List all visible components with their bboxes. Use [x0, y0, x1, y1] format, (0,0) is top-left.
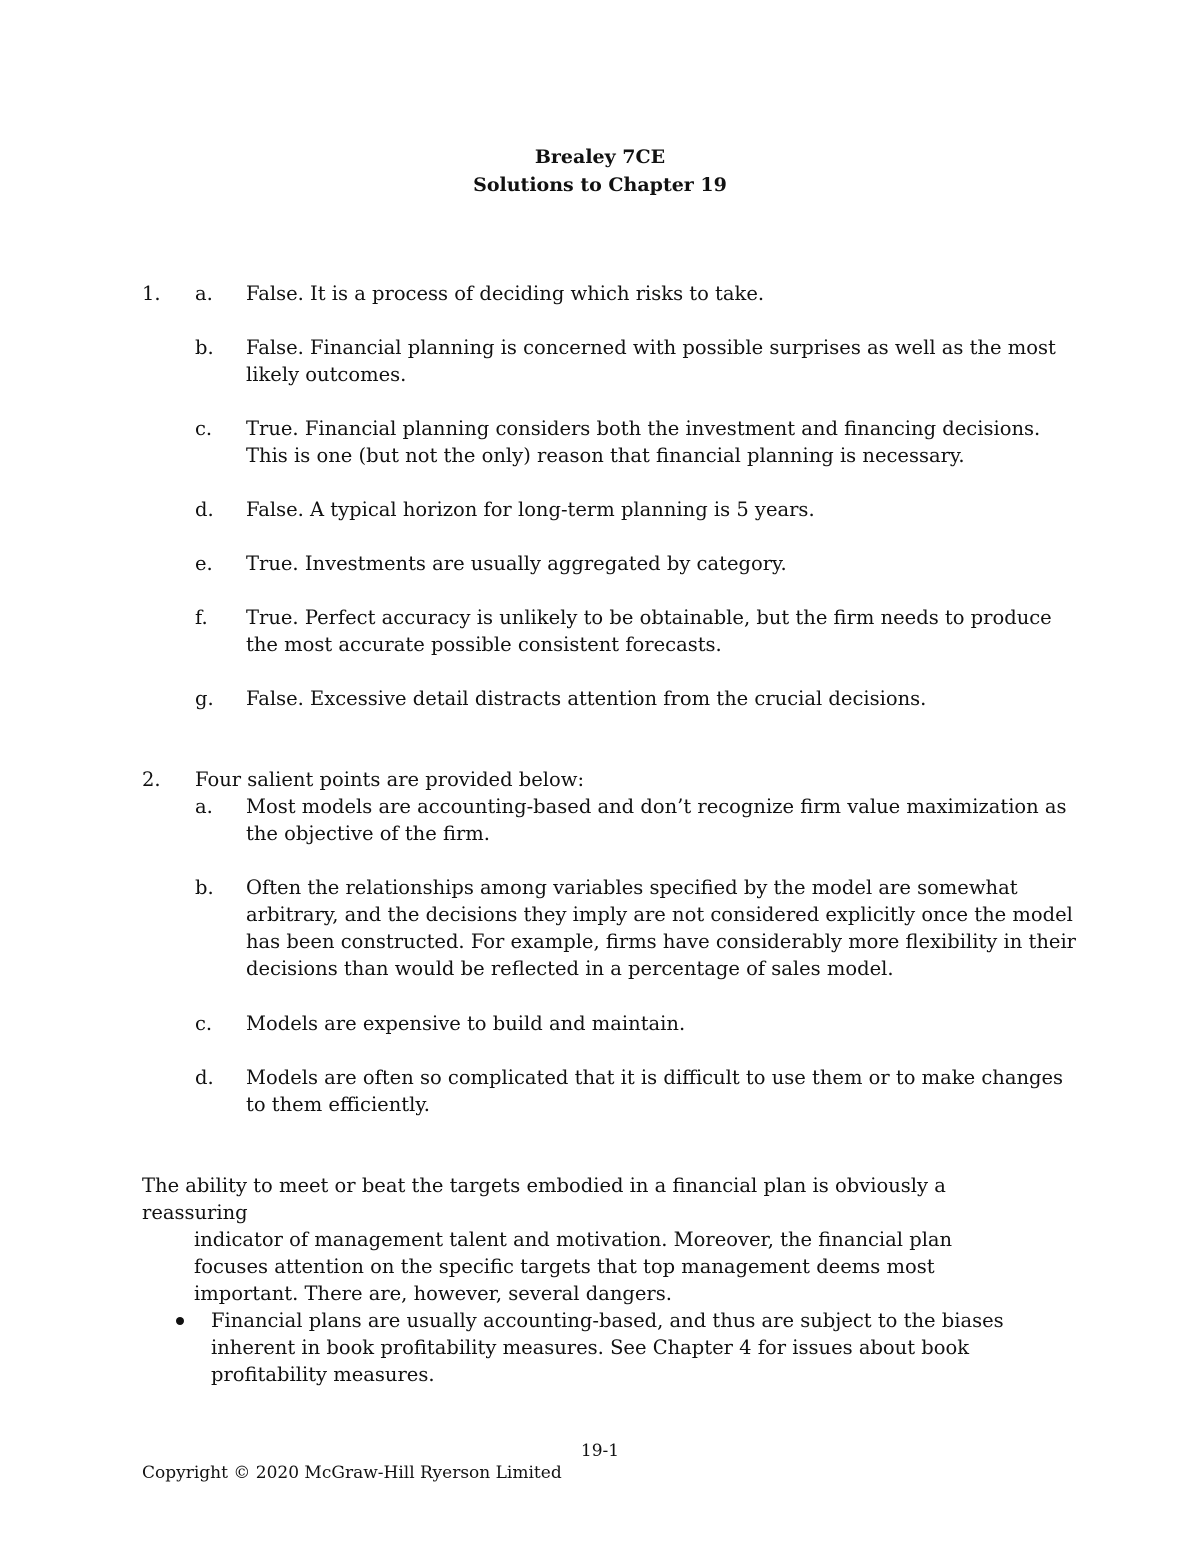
item-text: Most models are accounting-based and don’t recognize firm value maximization as the objective of the firm. — [246, 795, 1067, 845]
item-label: d. — [195, 498, 214, 521]
item-label: a. — [195, 795, 213, 818]
item-label: e. — [195, 552, 213, 575]
item-label: b. — [195, 336, 214, 359]
item-text: Often the relationships among variables specified by the model are somewhat arbitrary, and the decisions they imply are not considered explicitly once the model has been constructed. For example, firms have considerably more flexibility in their decisions than would be reflected in a percentage of sales model. — [246, 876, 1076, 980]
item-text: Models are often so complicated that it is difficult to use them or to make changes to them efficiently. — [246, 1066, 1064, 1116]
item-text: True. Financial planning considers both the investment and financing decisions. This is one (but not the only) reason that financial planning is necessary. — [246, 417, 1041, 467]
item-label: c. — [195, 417, 213, 440]
item-text: False. A typical horizon for long-term planning is 5 years. — [246, 498, 815, 521]
item-text: Models are expensive to build and maintain. — [246, 1012, 686, 1035]
item-text: False. It is a process of deciding which risks to take. — [246, 282, 765, 305]
item-text: True. Perfect accuracy is unlikely to be obtainable, but the firm needs to produce the most accurate possible consistent forecasts. — [246, 606, 1052, 656]
question-2-intro: Four salient points are provided below: — [195, 768, 585, 791]
item-label: a. — [195, 282, 213, 305]
item-text: True. Investments are usually aggregated by category. — [246, 552, 787, 575]
bullet-text: Financial plans are usually accounting-based, and thus are subject to the biases inherent in book profitability measures. See Chapter 4 for issues about book profitability measures. — [211, 1309, 1004, 1386]
question-3-paragraph — [142, 1172, 1022, 1307]
item-text: False. Excessive detail distracts attention from the crucial decisions. — [246, 687, 927, 710]
item-label: c. — [195, 1012, 213, 1035]
item-label: b. — [195, 876, 214, 899]
copyright-notice: Copyright © 2020 McGraw-Hill Ryerson Limited — [142, 1463, 562, 1483]
item-label: d. — [195, 1066, 214, 1089]
document-title: Brealey 7CE — [534, 146, 666, 168]
paragraph-continuation: indicator of management talent and motivation. Moreover, the financial plan focuses attention on the specific targets that top management deems most important. There are, however, several dangers. — [194, 1228, 953, 1305]
document-subtitle: Solutions to Chapter 19 — [473, 174, 727, 196]
question-2-number: 2. — [142, 768, 161, 791]
paragraph-first-line: The ability to meet or beat the targets embodied in a financial plan is obviously a reassuring — [142, 1174, 946, 1224]
question-1-number: 1. — [142, 282, 161, 305]
item-label: g. — [195, 687, 214, 710]
item-text: False. Financial planning is concerned with possible surprises as well as the most likely outcomes. — [246, 336, 1056, 386]
page-number: 19-1 — [580, 1441, 620, 1461]
item-label: f. — [195, 606, 208, 629]
bullet-icon — [176, 1317, 184, 1325]
